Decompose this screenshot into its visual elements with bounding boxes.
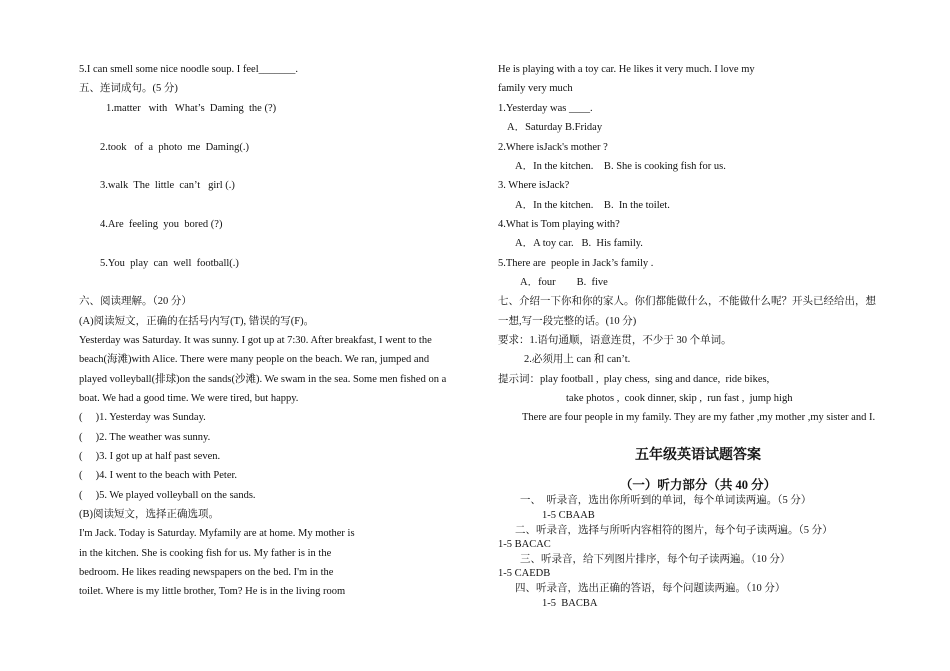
choice-options-5: A．four B. five [520, 277, 608, 288]
listening-part-1: 一、 听录音，选出你所听到的单词，每个单词读两遍。（5 分） [520, 495, 812, 506]
choice-options-2: A．In the kitchen. B. She is cooking fish for us. [515, 161, 726, 172]
reading-a-title: (A)阅读短文，正确的在括号内写(T), 错误的写(F)。 [79, 316, 315, 327]
listening-part-4: 四、听录音，选出正确的答语，每个问题读两遍。（10 分） [515, 583, 786, 594]
listening-part-2: 二、听录音，选择与所听内容相符的图片，每个句子读两遍。（5 分） [515, 525, 833, 536]
listening-part-2-answers: 1-5 BACAC [498, 539, 551, 550]
listening-part-1-answers: 1-5 CBAAB [542, 510, 595, 521]
listening-part-4-answers: 1-5 BACBA [542, 598, 598, 609]
choice-options-1: A．Saturday B.Friday [507, 122, 603, 133]
reading-b-line-2: in the kitchen. She is cooking fish for us. My father is in the [79, 548, 332, 559]
reading-a-line-1: Yesterday was Saturday. It was sunny. I got up at 7:30. After breakfast, I went to the [79, 335, 432, 346]
section-7-line-2: 一想,写一段完整的话。(10 分) [498, 316, 637, 327]
sentence-3: 3.walk The little can’t girl (.) [100, 180, 235, 191]
reading-b-line-3: bedroom. He likes reading newspapers on the bed. I'm in the [79, 567, 334, 578]
sentence-5: 5.You play can well football(.) [100, 258, 239, 269]
reading-b-line-6: family very much [498, 83, 573, 94]
listening-part-3: 三、听录音，给下列图片排序，每个句子读两遍。（10 分） [520, 554, 791, 565]
reading-a-line-3: played volleyball(排球)on the sands(沙滩). We swam in the sea. Some men fished on a [79, 374, 447, 385]
hint-words-2: take photos , cook dinner, skip , run fast , jump high [566, 393, 793, 404]
reading-a-line-2: beach(海滩)with Alice. There were many people on the beach. We ran, jumped and [79, 354, 430, 365]
sentence-2: 2.took of a photo me Daming(.) [100, 142, 250, 153]
reading-b-title: (B)阅读短文，选择正确选项。 [79, 509, 219, 520]
choice-question-5: 5.There are people in Jack’s family . [498, 258, 654, 269]
choice-options-4: A．A toy car. B. His family. [515, 238, 643, 249]
true-false-2: ( )2. The weather was sunny. [79, 432, 211, 443]
reading-a-line-4: boat. We had a good time. We were tired, but happy. [79, 393, 299, 404]
true-false-1: ( )1. Yesterday was Sunday. [79, 412, 206, 423]
reading-b-line-1: I'm Jack. Today is Saturday. Myfamily are at home. My mother is [79, 528, 355, 539]
choice-question-3: 3. Where isJack? [498, 180, 570, 191]
choice-question-1: 1.Yesterday was ____. [498, 103, 593, 114]
section-6-title: 六、阅读理解。（20 分） [79, 296, 192, 307]
true-false-4: ( )4. I went to the beach with Peter. [79, 470, 238, 481]
section-7-line-1: 七、介绍一下你和你的家人。你们都能做什么，不能做什么呢？开头已经给出，想 [498, 296, 876, 307]
reading-b-line-4: toilet. Where is my little brother, Tom? He is in the living room [79, 586, 346, 597]
listening-section-title: （一）听力部分（共 40 分） [619, 478, 777, 492]
answer-key-title: 五年级英语试题答案 [635, 447, 761, 463]
true-false-3: ( )3. I got up at half past seven. [79, 451, 221, 462]
choice-options-3: A．In the kitchen. B. In the toilet. [515, 200, 670, 211]
listening-part-3-answers: 1-5 CAEDB [498, 568, 551, 579]
true-false-5: ( )5. We played volleyball on the sands. [79, 490, 256, 501]
hint-words-1: 提示词：play football , play chess, sing and dance, ride bikes, [498, 374, 770, 385]
section-5-title: 五、连词成句。(5 分) [79, 83, 178, 94]
sentence-1: 1.matter with What’s Daming the (?) [106, 103, 277, 114]
sentence-4: 4.Are feeling you bored (?) [100, 219, 223, 230]
writing-start-sentence: There are four people in my family. They are my father ,my mother ,my sister and I. [522, 412, 876, 423]
choice-question-4: 4.What is Tom playing with? [498, 219, 620, 230]
choice-question-2: 2.Where isJack's mother ? [498, 142, 608, 153]
reading-b-line-5: He is playing with a toy car. He likes it very much. I love my [498, 64, 755, 75]
requirement-2: 2.必须用上 can 和 can’t. [524, 354, 631, 365]
requirement-1: 要求：1.语句通顺，语意连贯，不少于 30 个单词。 [498, 335, 732, 346]
question-5-line: 5.I can smell some nice noodle soup. I feel_______. [79, 64, 298, 75]
